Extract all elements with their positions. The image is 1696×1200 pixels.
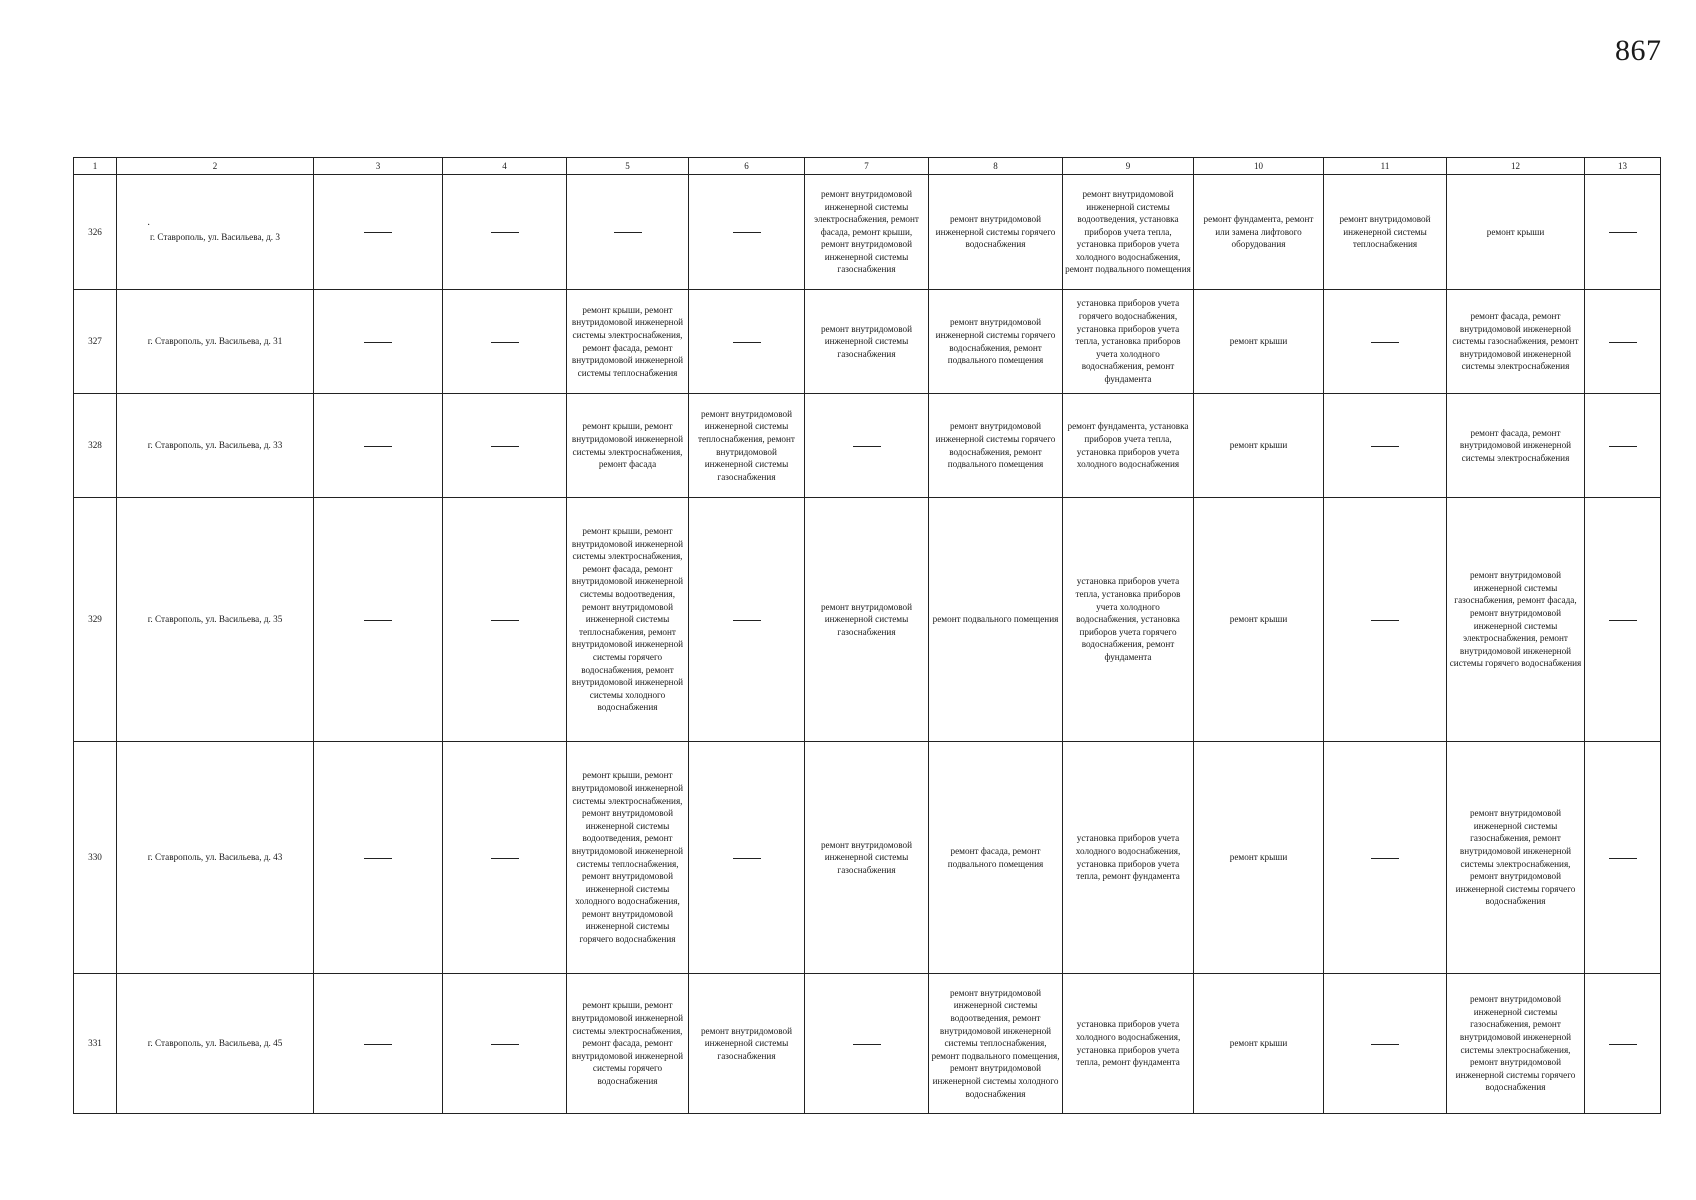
- empty-cell: [1585, 394, 1661, 498]
- empty-cell: [1324, 742, 1447, 974]
- dash-mark: [364, 232, 392, 233]
- address-cell: г. Ставрополь, ул. Васильева, д. 45: [117, 974, 314, 1114]
- works-cell: установка приборов учета холодного водоснабжения, установка приборов учета тепла, ремонт фундамента: [1063, 974, 1194, 1114]
- works-cell: ремонт внутридомовой инженерной системы газоснабжения, ремонт внутридомовой инженерной системы электроснабжения, ремонт внутридомовой инженерной системы горячего водоснабжения: [1447, 974, 1585, 1114]
- empty-cell: [314, 742, 443, 974]
- works-cell: ремонт крыши, ремонт внутридомовой инженерной системы электроснабжения, ремонт фасада, ремонт внутридомовой инженерной системы водоотведения, ремонт внутридомовой инженерной системы теплоснабжения, ремонт внутридомовой инженерной системы горячего водоснабжения, ремонт внутридомовой инженерной системы холодного водоснабжения: [567, 498, 689, 742]
- empty-cell: [314, 175, 443, 290]
- works-cell: ремонт крыши: [1194, 394, 1324, 498]
- dash-mark: [1371, 1044, 1399, 1045]
- dash-mark: [1609, 620, 1637, 621]
- empty-cell: [1324, 498, 1447, 742]
- table-row: [74, 290, 1661, 394]
- empty-cell: [443, 175, 567, 290]
- works-cell: ремонт фасада, ремонт подвального помещения: [929, 742, 1063, 974]
- empty-cell: [1324, 974, 1447, 1114]
- column-header: 6: [689, 158, 805, 175]
- dash-mark: [491, 342, 519, 343]
- empty-cell: [567, 175, 689, 290]
- page-number: 867: [1615, 34, 1662, 67]
- repair-schedule-table: [73, 157, 1661, 1114]
- works-cell: ремонт внутридомовой инженерной системы водоотведения, установка приборов учета тепла, установка приборов учета холодного водоснабжения, ремонт подвального помещения: [1063, 175, 1194, 290]
- table-row: [74, 175, 1661, 290]
- column-header: 4: [443, 158, 567, 175]
- address-text: г. Ставрополь, ул. Васильева, д. 3: [150, 231, 280, 242]
- row-number: 326: [74, 175, 117, 290]
- works-cell: ремонт крыши: [1194, 974, 1324, 1114]
- dash-mark: [1609, 1044, 1637, 1045]
- empty-cell: [443, 498, 567, 742]
- empty-cell: [1585, 290, 1661, 394]
- column-header: 7: [805, 158, 929, 175]
- dash-mark: [491, 620, 519, 621]
- works-cell: ремонт фасада, ремонт внутридомовой инженерной системы газоснабжения, ремонт внутридомовой инженерной системы электроснабжения: [1447, 290, 1585, 394]
- works-cell: ремонт внутридомовой инженерной системы газоснабжения, ремонт фасада, ремонт внутридомовой инженерной системы электроснабжения, ремонт внутридомовой инженерной системы горячего водоснабжения: [1447, 498, 1585, 742]
- works-cell: ремонт фасада, ремонт внутридомовой инженерной системы электроснабжения: [1447, 394, 1585, 498]
- address-cell: г. Ставрополь, ул. Васильева, д. 43: [117, 742, 314, 974]
- dash-mark: [491, 446, 519, 447]
- column-header: 12: [1447, 158, 1585, 175]
- works-cell: ремонт внутридомовой инженерной системы горячего водоснабжения, ремонт подвального помещения: [929, 394, 1063, 498]
- works-cell: ремонт крыши: [1194, 290, 1324, 394]
- empty-cell: [1585, 974, 1661, 1114]
- works-cell: ремонт внутридомовой инженерной системы газоснабжения, ремонт внутридомовой инженерной системы электроснабжения, ремонт внутридомовой инженерной системы горячего водоснабжения: [1447, 742, 1585, 974]
- dash-mark: [364, 858, 392, 859]
- column-number-header-row: [74, 158, 1661, 175]
- table-row: [74, 394, 1661, 498]
- works-cell: ремонт внутридомовой инженерной системы газоснабжения: [689, 974, 805, 1114]
- dash-mark: [491, 858, 519, 859]
- works-cell: ремонт внутридомовой инженерной системы электроснабжения, ремонт фасада, ремонт крыши, ремонт внутридомовой инженерной системы газоснабжения: [805, 175, 929, 290]
- empty-cell: [1324, 290, 1447, 394]
- row-number: 331: [74, 974, 117, 1114]
- works-cell: ремонт подвального помещения: [929, 498, 1063, 742]
- empty-cell: [314, 974, 443, 1114]
- empty-cell: [443, 742, 567, 974]
- dash-mark: [1371, 446, 1399, 447]
- table-row: [74, 974, 1661, 1114]
- works-cell: ремонт внутридомовой инженерной системы теплоснабжения, ремонт внутридомовой инженерной системы газоснабжения: [689, 394, 805, 498]
- dash-mark: [733, 620, 761, 621]
- empty-cell: [805, 394, 929, 498]
- empty-cell: [314, 394, 443, 498]
- dash-mark: [364, 446, 392, 447]
- column-header: 10: [1194, 158, 1324, 175]
- works-cell: ремонт внутридомовой инженерной системы газоснабжения: [805, 290, 929, 394]
- works-cell: ремонт внутридомовой инженерной системы водоотведения, ремонт внутридомовой инженерной системы теплоснабжения, ремонт подвального помещения, ремонт внутридомовой инженерной системы холодного водоснабжения: [929, 974, 1063, 1114]
- address-cell: г. Ставрополь, ул. Васильева, д. 31: [117, 290, 314, 394]
- empty-cell: [443, 394, 567, 498]
- works-cell: установка приборов учета тепла, установка приборов учета холодного водоснабжения, установка приборов учета горячего водоснабжения, ремонт фундамента: [1063, 498, 1194, 742]
- row-number: 328: [74, 394, 117, 498]
- dash-mark: [853, 446, 881, 447]
- dash-mark: [1609, 446, 1637, 447]
- dash-mark: [364, 342, 392, 343]
- works-cell: ремонт крыши: [1447, 175, 1585, 290]
- dash-mark: [1609, 232, 1637, 233]
- works-cell: ремонт внутридомовой инженерной системы газоснабжения: [805, 498, 929, 742]
- empty-cell: [314, 498, 443, 742]
- empty-cell: [805, 974, 929, 1114]
- works-cell: ремонт крыши, ремонт внутридомовой инженерной системы электроснабжения, ремонт внутридомовой инженерной системы водоотведения, ремонт внутридомовой инженерной системы теплоснабжения, ремонт внутридомовой инженерной системы холодного водоснабжения, ремонт внутридомовой инженерной системы горячего водоснабжения: [567, 742, 689, 974]
- dash-mark: [491, 1044, 519, 1045]
- dash-mark: [853, 1044, 881, 1045]
- dash-mark: [733, 232, 761, 233]
- dash-mark: [364, 620, 392, 621]
- works-cell: установка приборов учета горячего водоснабжения, установка приборов учета тепла, установка приборов учета холодного водоснабжения, ремонт фундамента: [1063, 290, 1194, 394]
- empty-cell: [314, 290, 443, 394]
- stray-mark: ·: [147, 219, 151, 231]
- dash-mark: [364, 1044, 392, 1045]
- column-header: 3: [314, 158, 443, 175]
- table-row: [74, 742, 1661, 974]
- empty-cell: [1585, 742, 1661, 974]
- works-cell: ремонт внутридомовой инженерной системы горячего водоснабжения: [929, 175, 1063, 290]
- dash-mark: [1609, 342, 1637, 343]
- empty-cell: [1585, 175, 1661, 290]
- works-cell: ремонт фундамента, установка приборов учета тепла, установка приборов учета холодного водоснабжения: [1063, 394, 1194, 498]
- empty-cell: [443, 974, 567, 1114]
- dash-mark: [491, 232, 519, 233]
- column-header: 9: [1063, 158, 1194, 175]
- address-cell: г. Ставрополь, ул. Васильева, д. 33: [117, 394, 314, 498]
- address-cell: [117, 175, 314, 290]
- empty-cell: [1324, 394, 1447, 498]
- dash-mark: [733, 342, 761, 343]
- works-cell: ремонт фундамента, ремонт или замена лифтового оборудования: [1194, 175, 1324, 290]
- column-header: 2: [117, 158, 314, 175]
- empty-cell: [443, 290, 567, 394]
- works-cell: ремонт внутридомовой инженерной системы теплоснабжения: [1324, 175, 1447, 290]
- row-number: 330: [74, 742, 117, 974]
- works-cell: ремонт внутридомовой инженерной системы газоснабжения: [805, 742, 929, 974]
- column-header: 8: [929, 158, 1063, 175]
- column-header: 1: [74, 158, 117, 175]
- works-cell: ремонт крыши: [1194, 742, 1324, 974]
- dash-mark: [614, 232, 642, 233]
- empty-cell: [1585, 498, 1661, 742]
- table-row: [74, 498, 1661, 742]
- column-header: 11: [1324, 158, 1447, 175]
- empty-cell: [689, 498, 805, 742]
- works-cell: ремонт крыши, ремонт внутридомовой инженерной системы электроснабжения, ремонт фасада, ремонт внутридомовой инженерной системы горячего водоснабжения: [567, 974, 689, 1114]
- address-cell: г. Ставрополь, ул. Васильева, д. 35: [117, 498, 314, 742]
- row-number: 327: [74, 290, 117, 394]
- dash-mark: [1371, 342, 1399, 343]
- works-cell: ремонт крыши, ремонт внутридомовой инженерной системы электроснабжения, ремонт фасада: [567, 394, 689, 498]
- empty-cell: [689, 290, 805, 394]
- works-cell: ремонт внутридомовой инженерной системы горячего водоснабжения, ремонт подвального помещения: [929, 290, 1063, 394]
- row-number: 329: [74, 498, 117, 742]
- works-cell: ремонт крыши: [1194, 498, 1324, 742]
- dash-mark: [1609, 858, 1637, 859]
- column-header: 13: [1585, 158, 1661, 175]
- dash-mark: [1371, 620, 1399, 621]
- dash-mark: [733, 858, 761, 859]
- empty-cell: [689, 742, 805, 974]
- dash-mark: [1371, 858, 1399, 859]
- works-cell: ремонт крыши, ремонт внутридомовой инженерной системы электроснабжения, ремонт фасада, ремонт внутридомовой инженерной системы теплоснабжения: [567, 290, 689, 394]
- empty-cell: [689, 175, 805, 290]
- column-header: 5: [567, 158, 689, 175]
- works-cell: установка приборов учета холодного водоснабжения, установка приборов учета тепла, ремонт фундамента: [1063, 742, 1194, 974]
